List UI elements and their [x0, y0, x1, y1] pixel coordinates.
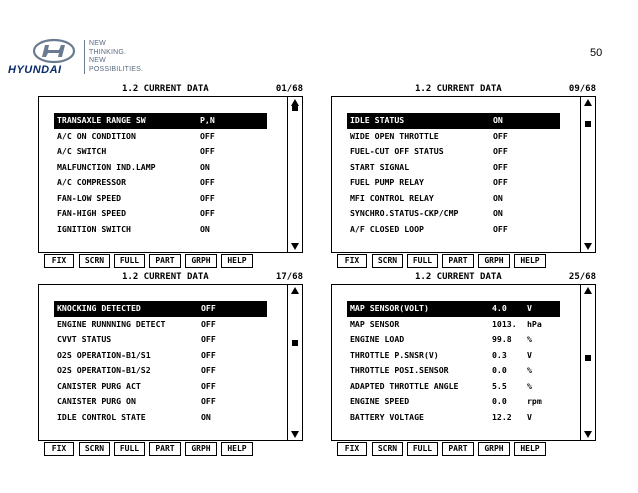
- scroll-down-arrow-icon[interactable]: [584, 431, 592, 438]
- scrollbar[interactable]: [580, 97, 595, 252]
- parameter-unit: hPa: [527, 318, 542, 329]
- brand-tagline: [84, 40, 143, 74]
- data-row[interactable]: [54, 206, 267, 222]
- data-row[interactable]: [347, 113, 560, 129]
- parameter-label: IDLE STATUS: [350, 115, 405, 125]
- fix-button[interactable]: FIX: [337, 254, 367, 268]
- parameter-value: 0.0: [492, 365, 507, 375]
- fix-button[interactable]: FIX: [44, 442, 74, 456]
- parameter-label: MAP SENSOR: [350, 318, 400, 329]
- full-button[interactable]: FULL: [114, 442, 145, 456]
- panel-title: 1.2 CURRENT DATA: [415, 272, 502, 282]
- scroll-thumb[interactable]: [292, 340, 298, 346]
- parameter-label: THROTTLE POSI.SENSOR: [350, 365, 449, 375]
- parameter-value: OFF: [493, 177, 508, 187]
- data-list: [347, 301, 560, 425]
- parameter-label: TRANSAXLE RANGE SW: [57, 115, 146, 125]
- parameter-value: OFF: [201, 334, 216, 344]
- parameter-value: OFF: [201, 349, 216, 360]
- scrn-button[interactable]: SCRN: [372, 442, 403, 456]
- hyundai-emblem-icon: [32, 38, 76, 64]
- grph-button[interactable]: GRPH: [478, 442, 510, 456]
- part-button[interactable]: PART: [149, 254, 181, 268]
- data-row[interactable]: [54, 379, 267, 395]
- parameter-label: A/F CLOSED LOOP: [350, 223, 424, 234]
- parameter-label: IDLE CONTROL STATE: [57, 411, 146, 422]
- parameter-value: OFF: [200, 130, 215, 141]
- data-row[interactable]: [347, 379, 560, 395]
- parameter-value: ON: [200, 161, 210, 172]
- data-row[interactable]: [347, 301, 560, 317]
- parameter-label: A/C COMPRESSOR: [57, 177, 127, 187]
- parameter-label: BATTERY VOLTAGE: [350, 411, 424, 422]
- parameter-label: THROTTLE P.SNSR(V): [350, 349, 439, 360]
- tagline-line: NEW: [89, 57, 106, 64]
- parameter-value: 1013.: [492, 318, 517, 329]
- page-indicator: 09/68: [568, 84, 596, 94]
- parameter-value: OFF: [200, 177, 215, 187]
- scan-panel-2: [331, 83, 596, 271]
- data-row[interactable]: [347, 144, 560, 160]
- data-row[interactable]: [347, 394, 560, 410]
- scan-panel-4: [331, 271, 596, 459]
- scrn-button[interactable]: SCRN: [79, 442, 110, 456]
- parameter-value: ON: [493, 115, 503, 125]
- tagline-line: POSSIBILITIES.: [89, 65, 144, 73]
- parameter-unit: rpm: [527, 396, 542, 406]
- data-list-box: [38, 284, 303, 441]
- parameter-label: FUEL PUMP RELAY: [350, 177, 424, 187]
- parameter-label: IGNITION SWITCH: [57, 223, 131, 234]
- parameter-value: ON: [493, 208, 503, 218]
- data-row[interactable]: [347, 206, 560, 222]
- part-button[interactable]: PART: [149, 442, 181, 456]
- full-button[interactable]: FULL: [114, 254, 145, 268]
- data-row[interactable]: [347, 160, 560, 176]
- panel-header: [38, 83, 303, 95]
- data-row[interactable]: [54, 317, 267, 333]
- data-row[interactable]: [54, 332, 267, 348]
- data-list: [54, 113, 267, 237]
- function-button-bar: [331, 442, 596, 456]
- panel-title: 1.2 CURRENT DATA: [122, 84, 209, 94]
- hyundai-logo: [8, 38, 148, 76]
- data-row[interactable]: [54, 348, 267, 364]
- parameter-value: 0.3: [492, 349, 507, 360]
- parameter-value: OFF: [493, 130, 508, 141]
- parameter-label: FAN-HIGH SPEED: [57, 208, 127, 218]
- parameter-value: 12.2: [492, 411, 512, 422]
- parameter-unit: %: [527, 334, 532, 344]
- panel-title: 1.2 CURRENT DATA: [122, 272, 209, 282]
- panel-header: [331, 271, 596, 283]
- scroll-thumb[interactable]: [585, 121, 591, 127]
- panel-header: [38, 271, 303, 283]
- parameter-unit: V: [527, 411, 532, 422]
- data-row[interactable]: [54, 113, 267, 129]
- data-row[interactable]: [54, 175, 267, 191]
- parameter-label: START SIGNAL: [350, 161, 410, 172]
- scan-panel-3: [38, 271, 303, 459]
- parameter-label: CANISTER PURG ON: [57, 396, 136, 406]
- scroll-up-arrow-icon[interactable]: [584, 99, 592, 106]
- parameter-label: MALFUNCTION IND.LAMP: [57, 161, 156, 172]
- parameter-value: OFF: [200, 146, 215, 156]
- parameter-value: OFF: [200, 192, 215, 203]
- data-row[interactable]: [347, 129, 560, 145]
- data-row[interactable]: [347, 222, 560, 238]
- parameter-label: ENGINE RUNNNING DETECT: [57, 318, 166, 329]
- data-row[interactable]: [54, 222, 267, 238]
- parameter-label: SYNCHRO.STATUS-CKP/CMP: [350, 208, 459, 218]
- panel-header: [331, 83, 596, 95]
- data-row[interactable]: [54, 410, 267, 426]
- parameter-unit: V: [527, 303, 532, 313]
- parameter-value: OFF: [200, 208, 215, 218]
- function-button-bar: [38, 254, 303, 268]
- scrollbar[interactable]: [580, 285, 595, 440]
- scroll-up-arrow-icon[interactable]: [291, 287, 299, 294]
- parameter-value: ON: [201, 411, 211, 422]
- data-row[interactable]: [347, 317, 560, 333]
- slide-number: 50: [590, 47, 603, 59]
- page-indicator: 25/68: [568, 272, 596, 282]
- function-button-bar: [331, 254, 596, 268]
- help-button[interactable]: HELP: [221, 442, 253, 456]
- data-row[interactable]: [347, 363, 560, 379]
- function-button-bar: [38, 442, 303, 456]
- parameter-value: P,N: [200, 115, 215, 125]
- brand-name: HYUNDAI: [8, 64, 62, 76]
- parameter-label: O2S OPERATION-B1/S2: [57, 365, 151, 375]
- parameter-value: OFF: [493, 161, 508, 172]
- parameter-label: O2S OPERATION-B1/S1: [57, 349, 151, 360]
- parameter-value: OFF: [201, 380, 216, 391]
- data-row[interactable]: [347, 348, 560, 364]
- data-row[interactable]: [347, 191, 560, 207]
- parameter-label: CVVT STATUS: [57, 334, 112, 344]
- parameter-label: WIDE OPEN THROTTLE: [350, 130, 439, 141]
- scroll-up-arrow-icon[interactable]: [584, 287, 592, 294]
- parameter-unit: %: [527, 380, 532, 391]
- parameter-label: FUEL-CUT OFF STATUS: [350, 146, 444, 156]
- data-row[interactable]: [347, 332, 560, 348]
- tagline-line: NEW: [89, 40, 106, 47]
- data-list-box: [331, 284, 596, 441]
- scroll-thumb[interactable]: [292, 105, 298, 111]
- data-list: [347, 113, 560, 237]
- fix-button[interactable]: FIX: [337, 442, 367, 456]
- parameter-label: CANISTER PURG ACT: [57, 380, 141, 391]
- data-row[interactable]: [54, 129, 267, 145]
- parameter-value: 5.5: [492, 380, 507, 391]
- part-button[interactable]: PART: [442, 254, 474, 268]
- data-row[interactable]: [54, 301, 267, 317]
- parameter-label: ENGINE SPEED: [350, 396, 410, 406]
- parameter-value: OFF: [201, 303, 216, 313]
- page-indicator: 17/68: [275, 272, 303, 282]
- fix-button[interactable]: FIX: [44, 254, 74, 268]
- part-button[interactable]: PART: [442, 442, 474, 456]
- parameter-label: FAN-LOW SPEED: [57, 192, 122, 203]
- parameter-value: OFF: [201, 365, 216, 375]
- scrn-button[interactable]: SCRN: [79, 254, 110, 268]
- grph-button[interactable]: GRPH: [185, 442, 217, 456]
- parameter-value: OFF: [493, 146, 508, 156]
- scrollbar[interactable]: [287, 285, 302, 440]
- scrn-button[interactable]: SCRN: [372, 254, 403, 268]
- parameter-unit: V: [527, 349, 532, 360]
- scroll-down-arrow-icon[interactable]: [291, 243, 299, 250]
- data-row[interactable]: [347, 410, 560, 426]
- parameter-label: A/C ON CONDITION: [57, 130, 136, 141]
- data-row[interactable]: [54, 144, 267, 160]
- parameter-label: A/C SWITCH: [57, 146, 107, 156]
- parameter-label: MFI CONTROL RELAY: [350, 192, 434, 203]
- full-button[interactable]: FULL: [407, 442, 438, 456]
- parameter-label: KNOCKING DETECTED: [57, 303, 141, 313]
- scroll-down-arrow-icon[interactable]: [584, 243, 592, 250]
- data-row[interactable]: [54, 160, 267, 176]
- parameter-value: 0.0: [492, 396, 507, 406]
- scrollbar[interactable]: [287, 97, 302, 252]
- parameter-value: OFF: [201, 318, 216, 329]
- data-list-box: [331, 96, 596, 253]
- parameter-label: ENGINE LOAD: [350, 334, 405, 344]
- panel-title: 1.2 CURRENT DATA: [415, 84, 502, 94]
- parameter-unit: %: [527, 365, 532, 375]
- data-row[interactable]: [54, 394, 267, 410]
- scan-panel-1: [38, 83, 303, 271]
- data-list-box: [38, 96, 303, 253]
- data-row[interactable]: [54, 191, 267, 207]
- parameter-value: OFF: [493, 223, 508, 234]
- parameter-value: 4.0: [492, 303, 507, 313]
- page-indicator: 01/68: [275, 84, 303, 94]
- grph-button[interactable]: GRPH: [185, 254, 217, 268]
- parameter-label: ADAPTED THROTTLE ANGLE: [350, 380, 459, 391]
- parameter-value: ON: [200, 223, 210, 234]
- data-row[interactable]: [347, 175, 560, 191]
- full-button[interactable]: FULL: [407, 254, 438, 268]
- data-row[interactable]: [54, 363, 267, 379]
- tagline-line: THINKING.: [89, 48, 127, 56]
- grph-button[interactable]: GRPH: [478, 254, 510, 268]
- scroll-thumb[interactable]: [585, 355, 591, 361]
- parameter-value: 99.8: [492, 334, 512, 344]
- parameter-value: OFF: [201, 396, 216, 406]
- help-button[interactable]: HELP: [514, 442, 546, 456]
- help-button[interactable]: HELP: [221, 254, 253, 268]
- parameter-value: ON: [493, 192, 503, 203]
- parameter-label: MAP SENSOR(VOLT): [350, 303, 429, 313]
- help-button[interactable]: HELP: [514, 254, 546, 268]
- data-list: [54, 301, 267, 425]
- scroll-down-arrow-icon[interactable]: [291, 431, 299, 438]
